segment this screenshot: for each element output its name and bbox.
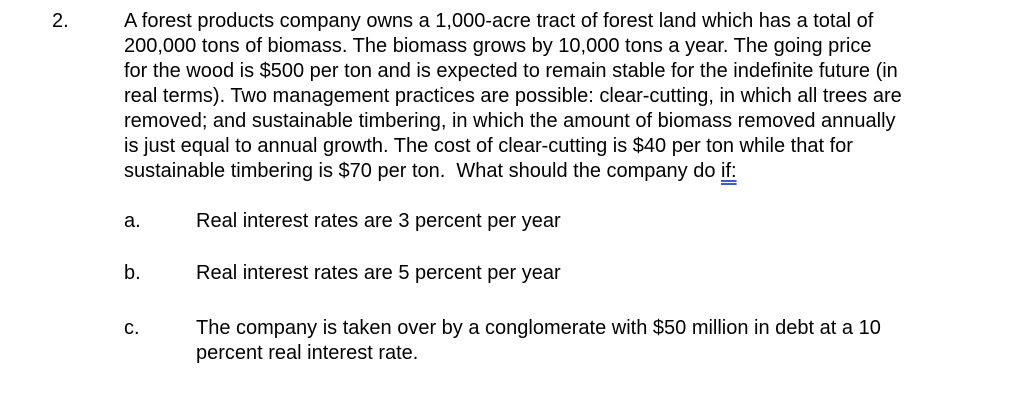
subitem-line: Real interest rates are 5 percent per year xyxy=(196,262,561,284)
subitem-line: Real interest rates are 3 percent per year xyxy=(196,210,561,232)
question-line-final xyxy=(124,159,1004,184)
question-line: 200,000 tons of biomass. The biomass grows by 10,000 tons a year. The going price xyxy=(124,35,872,57)
question-number: 2. xyxy=(52,10,69,32)
grammar-flagged-word: if: xyxy=(721,160,737,182)
question-line-text: sustainable timbering is $70 per ton. What should the company do xyxy=(124,160,722,182)
subitem-letter: c. xyxy=(124,317,140,339)
subitem-text xyxy=(196,316,881,366)
subitem-line: The company is taken over by a conglomerate with $50 million in debt at a 10 xyxy=(196,317,881,339)
subitem-line: percent real interest rate. xyxy=(196,342,419,364)
question-line: removed; and sustainable timbering, in which the amount of biomass removed annually xyxy=(124,110,896,132)
question-line: is just equal to annual growth. The cost of clear-cutting is $40 per ton while that for xyxy=(124,135,853,157)
subitem-letter: b. xyxy=(124,262,141,284)
question-line: real terms). Two management practices are possible: clear-cutting, in which all trees are xyxy=(124,85,902,107)
subitem-text xyxy=(196,261,561,286)
subitem-letter: a. xyxy=(124,210,141,232)
question-body xyxy=(124,9,1004,184)
subitem-text xyxy=(196,209,561,234)
question-line: for the wood is $500 per ton and is expected to remain stable for the indefinite future (in xyxy=(124,60,898,82)
question-line: A forest products company owns a 1,000-acre tract of forest land which has a total of xyxy=(124,10,874,32)
